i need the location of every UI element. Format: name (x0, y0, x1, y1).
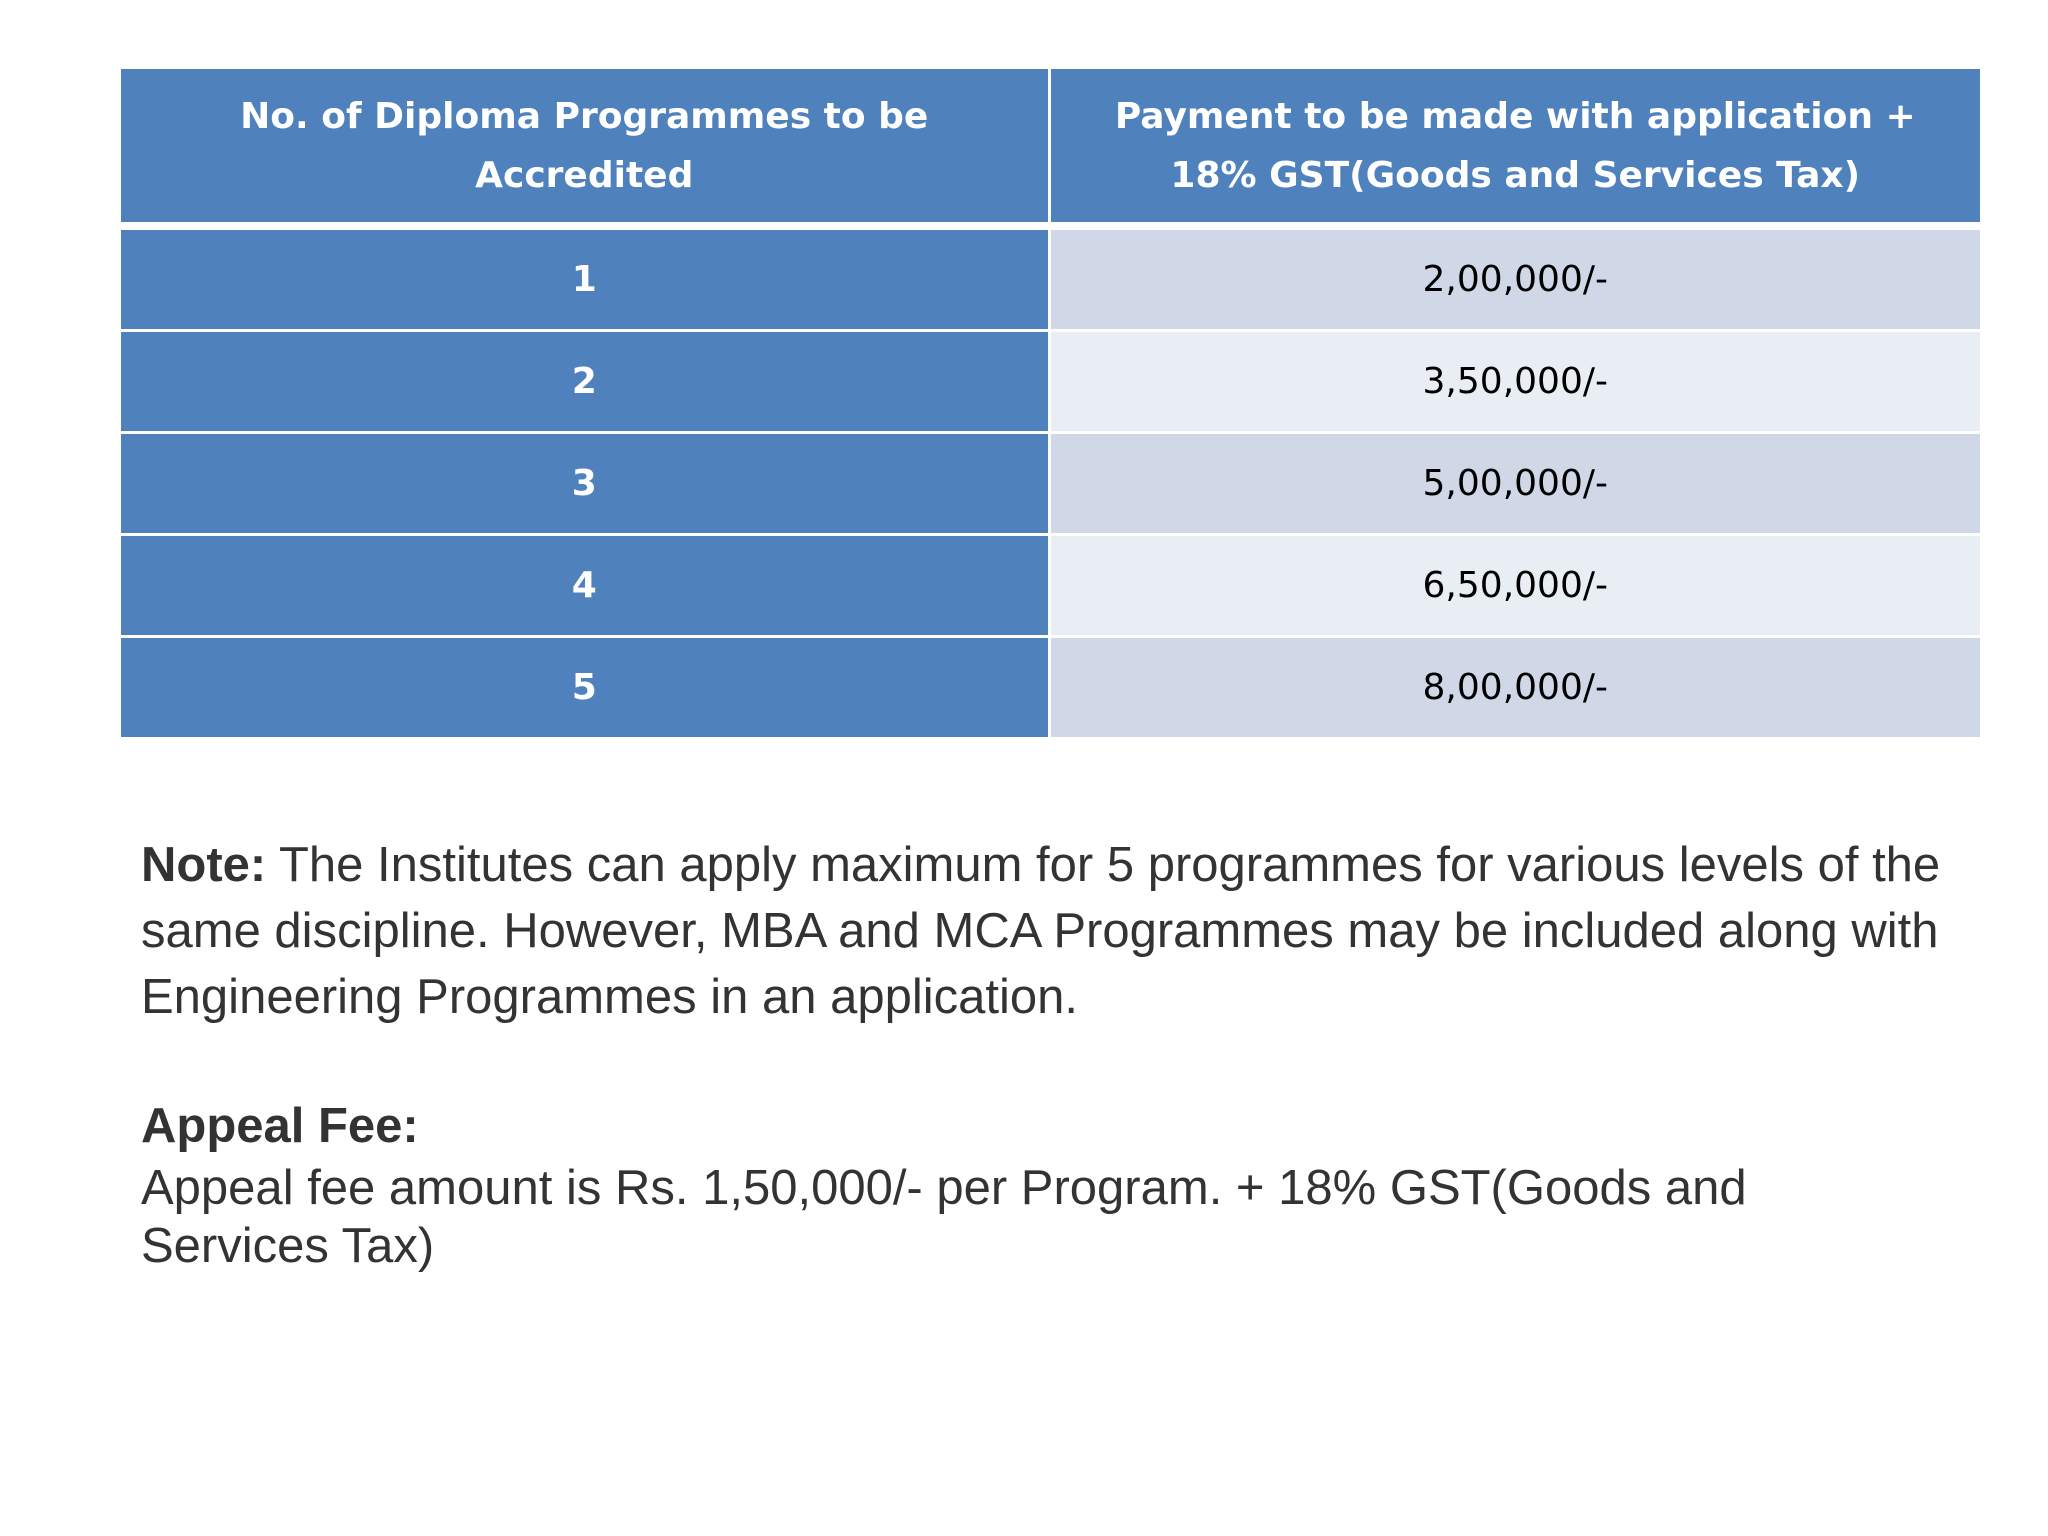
note-paragraph (141, 832, 2001, 1030)
note-label: Note: (141, 838, 267, 892)
programme-count-cell: 5 (121, 637, 1049, 738)
payment-amount-cell: 2,00,000/- (1049, 226, 1980, 331)
note-text: The Institutes can apply maximum for 5 programmes for various levels of the same discipline. However, MBA and MCA Programmes may be included along with Engineering Programmes in an application. (141, 838, 1941, 1024)
programme-count-cell: 1 (121, 226, 1049, 331)
payment-amount-cell: 8,00,000/- (1049, 637, 1980, 738)
header-payment: Payment to be made with application + 18% GST(Goods and Services Tax) (1049, 69, 1980, 226)
programme-count-cell: 4 (121, 535, 1049, 637)
payment-amount-cell: 3,50,000/- (1049, 331, 1980, 433)
payment-amount-cell: 6,50,000/- (1049, 535, 1980, 637)
table-row (121, 535, 1980, 637)
table-header-row (121, 69, 1980, 226)
table-row (121, 433, 1980, 535)
programme-count-cell: 2 (121, 331, 1049, 433)
table-row (121, 331, 1980, 433)
header-programme-count: No. of Diploma Programmes to be Accredited (121, 69, 1049, 226)
programme-count-cell: 3 (121, 433, 1049, 535)
appeal-fee-heading: Appeal Fee: (141, 1099, 419, 1153)
fee-table (121, 69, 1980, 737)
appeal-fee-text: Appeal fee amount is Rs. 1,50,000/- per Program. + 18% GST(Goods and Services Tax) (141, 1161, 1747, 1273)
table-row (121, 637, 1980, 738)
payment-amount-cell: 5,00,000/- (1049, 433, 1980, 535)
table-row (121, 226, 1980, 331)
